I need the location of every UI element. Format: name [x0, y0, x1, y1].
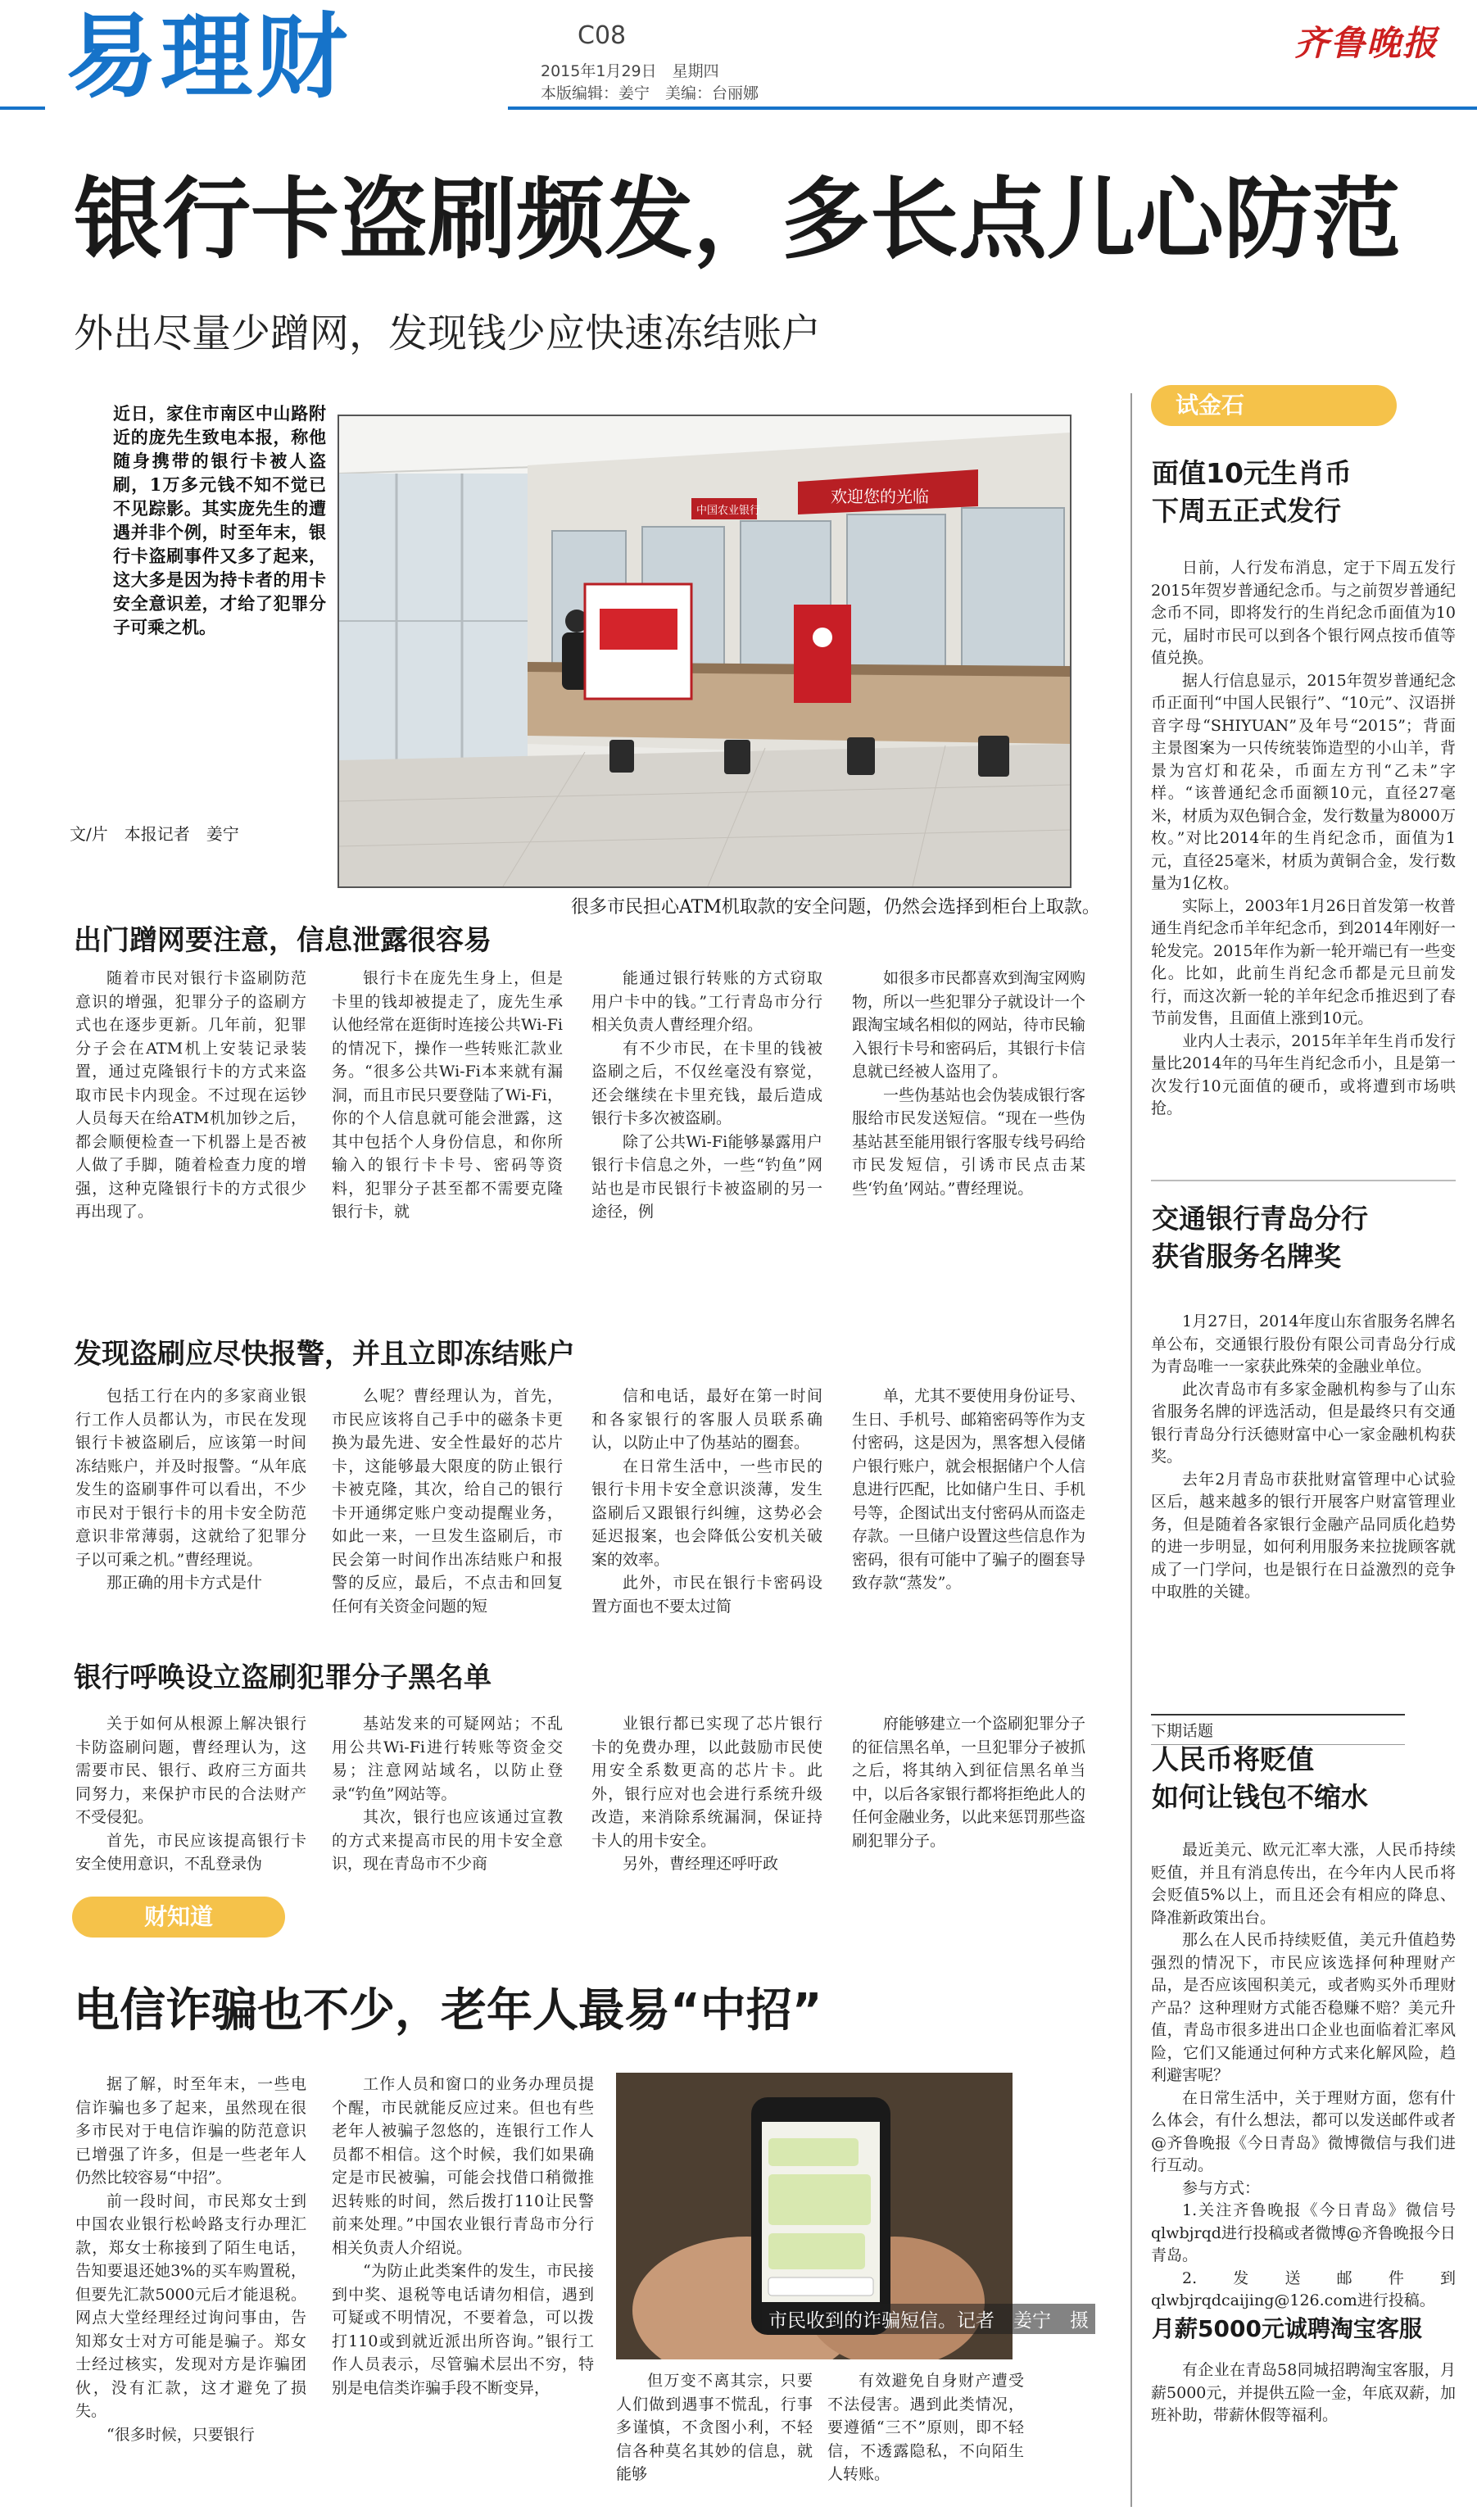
article-column: 么呢？曹经理认为，首先，市民应该将自己手中的磁条卡更换为最先进、安全性最好的芯片卡，这能够最大限度的防止银行卡被克隆，其次，给自己的银行卡开通绑定账户变动提醒业务，如此一来，一旦发生盗刷后，市民会第一时间作出冻结账户和报警的反应，最后，不点击和回复任何有关资金问题的短	[332, 1387, 563, 1616]
date-line: 2015年1月29日 星期四	[541, 62, 719, 80]
paragraph: 首先，市民应该提高银行卡安全使用意识，不乱登录伪	[75, 1831, 306, 1873]
article-column: 府能够建立一个盗刷犯罪分子的征信黑名单，一旦犯罪分子被抓之后，将其纳入到征信黑名单当中，以后各家银行都将拒绝此人的任何金融业务，以此来惩罚那些盗刷犯罪分子。	[852, 1715, 1086, 1850]
article-column	[591, 1712, 822, 1876]
paragraph: 实际上，2003年1月26日首发第一枚普通生肖纪念币羊年纪念币，到2014年刚好一轮发完。2015年作为新一轮开端已有一些变化。比如，此前生肖纪念币都是元旦前发行，而这次新一轮的羊年纪念币推迟到了春节前发售，且面值上涨到10元。	[1151, 896, 1456, 1027]
article-column	[75, 1712, 306, 1876]
paragraph: 参与方式：	[1182, 2178, 1261, 2197]
masthead-meta	[541, 61, 759, 105]
paragraph: 据人行信息显示，2015年贺岁普通纪念币正面刊“中国人民银行”、“10元”、汉语拼音字母“SHIYUAN”及年号“2015”；背面主景图案为一只传统装饰造型的小山羊，背景为宫灯和花朵，币面左方刊“乙未”字样。“该普通纪念币面额10元，直径27毫米，材质为双色铜合金，发行数量为8000万枚。”对比2014年的生肖纪念币，面值为1元，直径25毫米，材质为黄铜合金，发行数量为1亿枚。	[1151, 671, 1456, 892]
article-column: 单，尤其不要使用身份证号、生日、手机号、邮箱密码等作为支付密码，这是因为，黑客想入侵储户银行账户，就会根据储户个人信息进行匹配，比如储户生日、手机号等，企图试出支付密码从而盗走存款。一旦储户设置这些信息作为密码，很有可能中了骗子的圈套导致存款“蒸发”。	[852, 1387, 1086, 1592]
paragraph: 业内人士表示，2015年羊年生肖币发行量比2014年的马年生肖纪念币小，且是第一次发行10元面值的硬币，或将遭到市场哄抢。	[1151, 1031, 1456, 1117]
article-column: 随着市民对银行卡盗刷防范意识的增强，犯罪分子的盗刷方式也在逐步更新。几年前，犯罪分子会在ATM机上安装记录装置，通过克隆银行卡的方式来盗取市民卡内现金。不过现在运钞人员每天在给ATM机加钞之后，都会顺便检查一下机器上是否被人做了手脚，随着检查力度的增强，这种克隆银行卡的方式很少再出现了。	[75, 969, 306, 1221]
article2-headline: 电信诈骗也不少，老年人最易“中招”	[74, 1984, 822, 2037]
masthead-rule	[0, 107, 45, 110]
paragraph: 2.发送邮件到qlwbjrqdcaijing@126.com进行投稿。	[1151, 2268, 1456, 2309]
paragraph: 此次青岛市有多家金融机构参与了山东省服务名牌的评选活动，但是最终只有交通银行青岛分行沃德财富中心一家金融机构获奖。	[1151, 1380, 1456, 1466]
section-heading: 出门蹭网要注意，信息泄露很容易	[74, 924, 492, 957]
phone-photo-caption: 市民收到的诈骗短信。记者 姜宁 摄	[762, 2304, 1095, 2334]
sidebar-article: 有企业在青岛58同城招聘淘宝客服，月薪5000元，并提供五险一金，年底双薪，加班补助，带薪休假等福利。	[1151, 2361, 1456, 2424]
paragraph: 那么在人民币持续贬值，美元升值趋势强烈的情况下，市民应该选择何种理财产品，是否应该囤积美元，或者购买外币理财产品？这种理财方式能否稳赚不赔？美元升值，青岛市很多进出口企业也面临着汇率风险，它们又能通过何种方式来化解风险，趋利避害呢？	[1151, 1931, 1456, 2084]
sidebar-article	[1151, 1311, 1456, 1604]
paragraph: “为防止此类案件的发生，市民接到中奖、退税等电话请勿相信，遇到可疑或不明情况，不要着急，可以拨打110或到就近派出所咨询。”银行工作人员表示，尽管骗术层出不穷，特别是电信类诈骗手段不断变异，	[332, 2262, 594, 2397]
sign-welcome: 欢迎您的光临	[831, 487, 929, 506]
article-column	[852, 967, 1085, 1200]
bank-hall-illustration	[339, 416, 1070, 886]
page-code: C08	[578, 21, 627, 50]
byline: 文/片 本报记者 姜宁	[70, 824, 239, 844]
paragraph: 前一段时间，市民郑女士到中国农业银行松岭路支行办理汇款，郑女士称接到了陌生电话，告知要退还她3%的买车购置税，但要先汇款5000元后才能退税。网点大堂经理经过询问事由，告知郑女士对方可能是骗子。郑女士经过核实，发现对方是诈骗团伙，没有汇款，这才避免了损失。	[75, 2191, 306, 2420]
paragraph: 一些伪基站也会伪装成银行客服给市民发送短信。“现在一些伪基站甚至能用银行客服专线号码给市民发短信，引诱市民点击某些‘钓鱼’网站。”曹经理说。	[852, 1086, 1086, 1198]
paragraph: 最近美元、欧元汇率大涨，人民币持续贬值，并且有消息传出，在今年内人民币将会贬值5%以上，而且还会有相应的降息、降准新政策出台。	[1151, 1841, 1456, 1927]
section-heading: 发现盗刷应尽快报警，并且立即冻结账户	[74, 1338, 575, 1371]
sidebar-article	[1151, 1839, 1456, 2313]
article-column: 但万变不离其宗，只要人们做到遇事不慌乱，行事多谨慎，不贪图小利，不轻信各种莫名其妙的信息，就能够	[616, 2372, 813, 2483]
paragraph: 能通过银行转账的方式窃取用户卡中的钱。”工行青岛市分行相关负责人曹经理介绍。	[591, 969, 822, 1034]
section-tag: 财知道	[72, 1897, 285, 1938]
section-heading: 银行呼唤设立盗刷犯罪分子黑名单	[74, 1661, 492, 1694]
article-column	[332, 2073, 594, 2400]
paragraph: 日前，人行发布消息，定于下周五发行2015年贺岁普通纪念币。与之前贺岁普通纪念币不同，即将发行的生肖纪念币面值为10元，届时市民可以到各个银行网点按币值等值兑换。	[1151, 559, 1456, 667]
sidebar-divider	[1130, 393, 1132, 2507]
paragraph: 另外，曹经理还呼吁政	[623, 1855, 779, 1873]
sidebar-headline: 交通银行青岛分行 获省服务名牌奖	[1152, 1203, 1368, 1272]
next-topic-label: 下期话题	[1151, 1714, 1405, 1745]
main-photo	[338, 415, 1072, 888]
sidebar-headline: 面值10元生肖币 下周五正式发行	[1152, 457, 1352, 527]
article-column	[332, 1712, 563, 1876]
paragraph: 去年2月青岛市获批财富管理中心试验区后，越来越多的银行开展客户财富管理业务，但是随着各家银行金融产品同质化趋势的进一步明显，如何利用服务来拉拢顾客就成了一门学问，也是银行在日益激烈的竞争中取胜的关键。	[1151, 1470, 1456, 1601]
paragraph: 业银行都已实现了芯片银行卡的免费办理，以此鼓励市民使用安全系数更高的芯片卡。此外，银行应对也会进行系统升级改造，来消除系统漏洞，保证持卡人的用卡安全。	[591, 1715, 822, 1850]
divider	[1151, 1180, 1456, 1181]
paragraph: 在日常生活中，一些市民的银行卡用卡安全意识淡薄，发生盗刷后又跟银行纠缠，这势必会延迟报案，也会降低公安机关破案的效率。	[591, 1457, 822, 1569]
article-column	[591, 967, 822, 1224]
paragraph: 据了解，时至年末，一些电信诈骗也多了起来，虽然现在很多市民对于电信诈骗的防范意识已增强了许多，但是一些老年人仍然比较容易“中招”。	[75, 2075, 306, 2187]
article-column	[75, 1385, 306, 1595]
paragraph: 1.关注齐鲁晚报《今日青岛》微信号qlwbjrqd进行投稿或者微博@齐鲁晚报今日青岛。	[1151, 2201, 1456, 2264]
paragraph: “很多时候，只要银行	[106, 2425, 255, 2444]
paragraph: 基站发来的可疑网站；不乱用公共Wi-Fi进行转账等资金交易；注意网站域名，以防止登录“钓鱼”网站等。	[332, 1715, 563, 1803]
paragraph: 此外，市民在银行卡密码设置方面也不要太过简	[591, 1574, 822, 1616]
masthead-title: 易理财	[66, 3, 351, 111]
paragraph: 在日常生活中，关于理财方面，您有什么体会，有什么想法，都可以发送邮件或者@齐鲁晚报《今日青岛》微博微信与我们进行互动。	[1151, 2088, 1456, 2174]
paragraph: 除了公共Wi-Fi能够暴露用户银行卡信息之外，一些“钓鱼”网站也是市民银行卡被盗刷的另一途径，例	[591, 1132, 822, 1221]
article-column: 有效避免自身财产遭受不法侵害。遇到此类情况，要遵循“三不”原则，即不轻信，不透露隐私，不向陌生人转账。	[827, 2372, 1024, 2483]
main-headline: 银行卡盗刷频发，多长点儿心防范	[74, 169, 1402, 271]
editor-line: 本版编辑：姜宁 美编：台丽娜	[541, 84, 759, 102]
paragraph: 关于如何从根源上解决银行卡防盗刷问题，曹经理认为，这需要市民、银行、政府三方面共同努力，来保护市民的合法财产不受侵犯。	[75, 1715, 306, 1826]
brand-logo: 齐鲁晚报	[1294, 23, 1439, 63]
paragraph: 如很多市民都喜欢到淘宝网购物，所以一些犯罪分子就设计一个跟淘宝域名相似的网站，待市民输入银行卡号和密码后，其银行卡信息就已经被人盗用了。	[852, 969, 1086, 1081]
sign-bank: 中国农业银行	[696, 505, 761, 517]
main-subheadline: 外出尽量少蹭网，发现钱少应快速冻结账户	[74, 310, 822, 356]
paragraph: 包括工行在内的多家商业银行工作人员都认为，市民在发现银行卡被盗刷后，应该第一时间冻结账户，并及时报警。“从年底发生的盗刷事件可以看出，不少市民对于银行卡的用卡安全防范意识非常薄弱，这就给了犯罪分子以可乘之机。”曹经理说。	[75, 1387, 306, 1569]
masthead-rule	[508, 107, 1477, 110]
article-column: 银行卡在庞先生身上，但是卡里的钱却被提走了，庞先生承认他经常在逛街时连接公共Wi-Fi的情况下，操作一些转账汇款业务。“很多公共Wi-Fi本来就有漏洞，而且市民只要登陆了Wi-Fi，你的个人信息就可能会泄露，这其中包括个人身份信息，和你所输入的银行卡卡号、密码等资料，犯罪分子甚至都不需要克隆银行卡，就	[332, 969, 563, 1221]
paragraph: 有不少市民，在卡里的钱被盗刷之后，不仅丝毫没有察觉，还会继续在卡里充钱，最后造成银行卡多次被盗刷。	[591, 1039, 822, 1127]
paragraph: 信和电话，最好在第一时间和各家银行的客服人员联系确认，以防止中了伪基站的圈套。	[591, 1387, 822, 1452]
paragraph: 1月27日，2014年度山东省服务名牌名单公布，交通银行股份有限公司青岛分行成为青岛唯一一家获此殊荣的金融业单位。	[1151, 1312, 1456, 1376]
paragraph: 那正确的用卡方式是什	[106, 1574, 263, 1592]
intro-lead: 近日，家住市南区中山路附近的庞先生致电本报，称他随身携带的银行卡被人盗刷，1万多元钱不知不觉已不见踪影。其实庞先生的遭遇并非个例，时至年末，银行卡盗刷事件又多了起来，这大多是因为持卡者的用卡安全意识差，才给了犯罪分子可乘之机。	[113, 403, 326, 637]
sidebar-headline: 人民币将贬值 如何让钱包不缩水	[1152, 1743, 1368, 1813]
article-column	[75, 2073, 306, 2446]
sidebar-tag: 试金石	[1151, 385, 1397, 426]
article-column	[591, 1385, 822, 1618]
sidebar-headline: 月薪5000元诚聘淘宝客服	[1152, 2315, 1422, 2342]
main-photo-caption: 很多市民担心ATM机取款的安全问题，仍然会选择到柜台上取款。	[571, 897, 1100, 918]
paragraph: 工作人员和窗口的业务办理员提个醒，市民就能反应过来。但也有些老年人被骗子忽悠的，连银行工作人员都不相信。这个时候，我们如果确定是市民被骗，可能会找借口稍微推迟转账的时间，然后拨打110让民警前来处理。”中国农业银行青岛市分行相关负责人介绍说。	[332, 2075, 594, 2257]
sidebar-article	[1151, 557, 1456, 1121]
paragraph: 其次，银行也应该通过宣教的方式来提高市民的用卡安全意识，现在青岛市不少商	[332, 1808, 563, 1873]
